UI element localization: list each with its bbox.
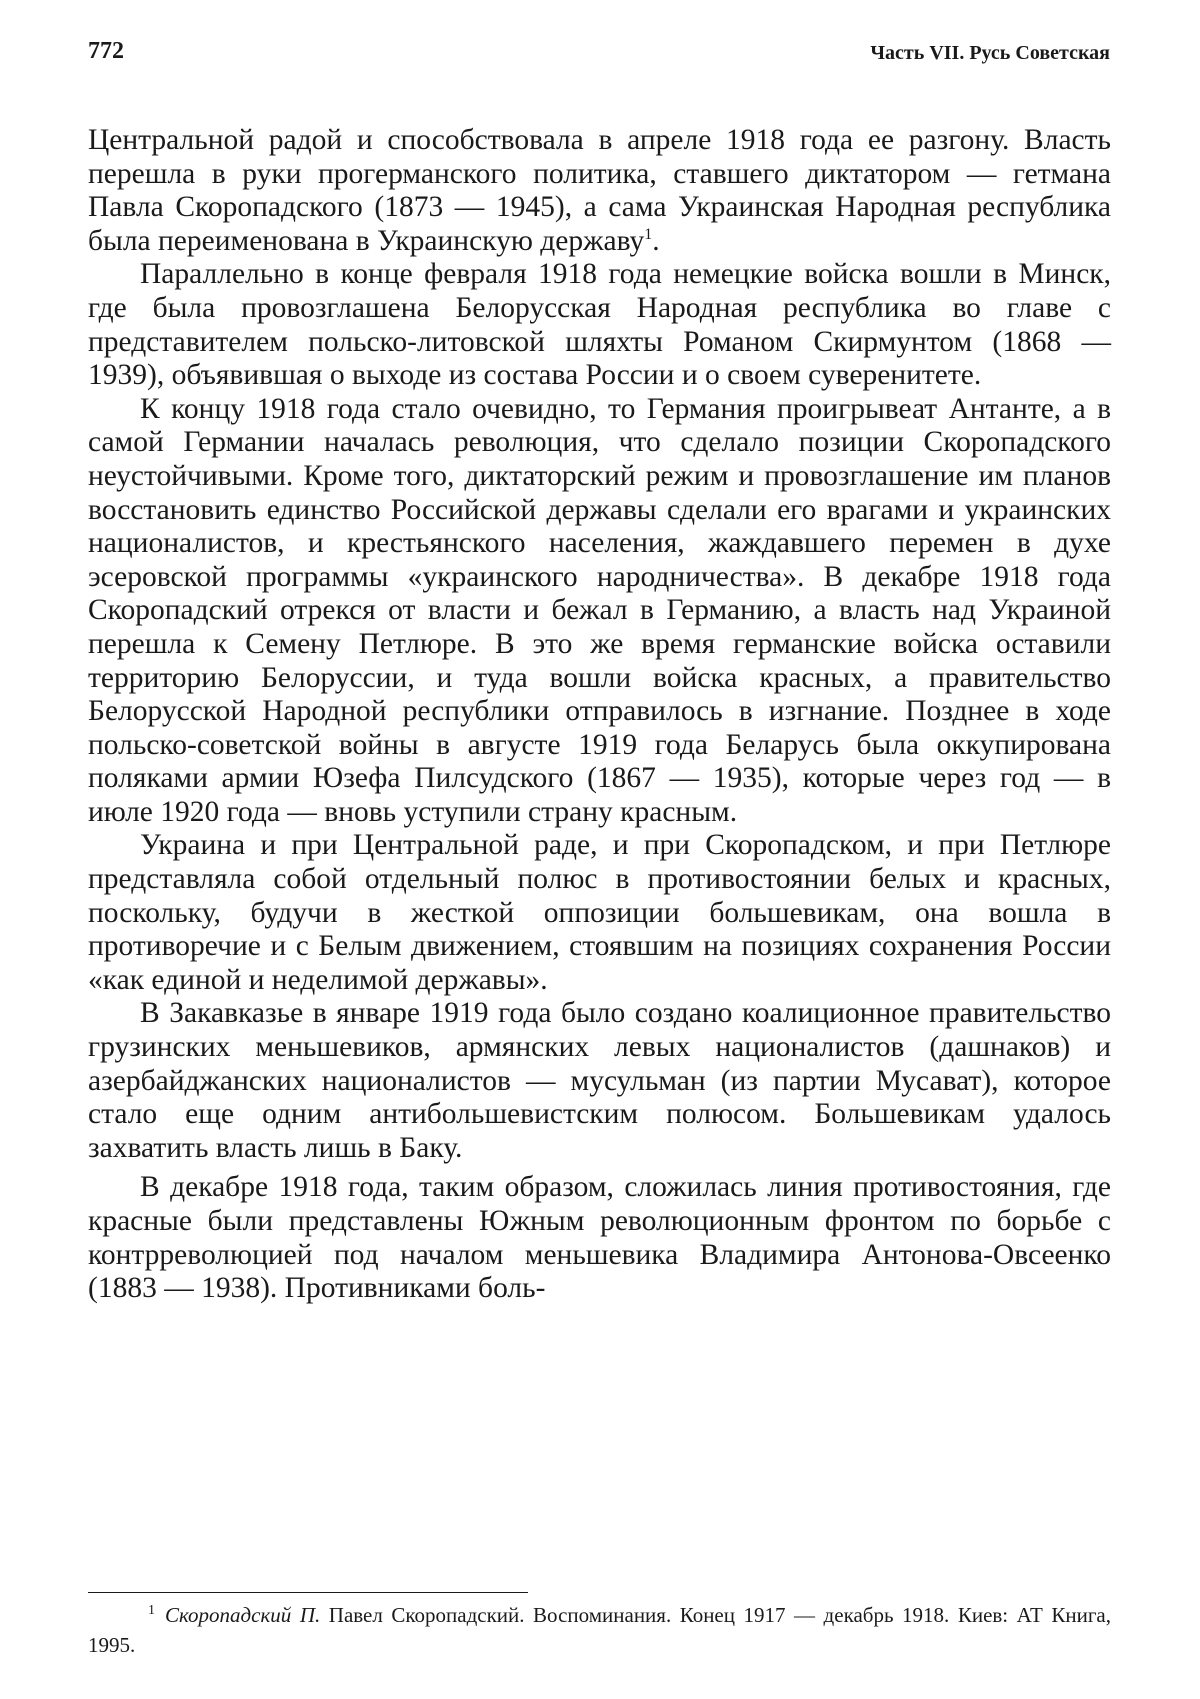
- paragraph: В декабре 1918 года, таким образом, сложилась линия противо­стояния, где красные были представлены Южным революционным фронтом по борьбе с контрреволюцией под началом меньшевика Владимира Антонова-Овсеенко (1883 — 1938). Противниками боль-: [88, 1171, 1111, 1305]
- footnote-reference: 1: [644, 226, 652, 243]
- running-title: Часть VII. Русь Советская: [870, 42, 1110, 65]
- page-number: 772: [88, 38, 124, 65]
- paragraph: К концу 1918 года стало очевидно, то Германия проигрывеат Ан­танте, а в самой Германии началась революция, что сделало позиции Скоропадского неустойчивыми. Кроме того, диктаторский режим и провозглашение им планов восстановить единство Российской державы сделали его врагами и украинских националистов, и кре­стьянского населения, жаждавшего перемен в духе эсеровской про­граммы «украинского народничества». В декабре 1918 года Скоро­падский отрекся от власти и бежал в Германию, а власть над Украи­ной перешла к Семену Петлюре. В это же время германские войска оставили территорию Белоруссии, и туда вошли войска красных, а правительство Белорусской Народной республики отправилось в изгнание. Позднее в ходе польско-советской войны в августе 1919 года Беларусь была оккупирована поляками армии Юзефа Пил­судского (1867 — 1935), которые через год — в июле 1920 года — вновь уступили страну красным.: [88, 393, 1111, 830]
- footnote-divider: [88, 1592, 528, 1593]
- footnote-marker: 1: [148, 1603, 155, 1618]
- paragraph: В Закавказье в январе 1919 года было создано коалиционное пра­вительство грузинских меньшевиков, армянских левых национали­стов (дашнаков) и азербайджанских националистов — мусульман (из партии Мусават), которое стало еще одним антибольшевистским полюсом. Большевикам удалось захватить власть лишь в Баку.: [88, 997, 1111, 1165]
- book-page: [0, 0, 1200, 1699]
- paragraph: Параллельно в конце февраля 1918 года немецкие войска вошли в Минск, где была провозглашена Белорусская Народная республи­ка во главе с представителем польско-литовской шляхты Романом Скирмунтом (1868 — 1939), объявившая о выходе из состава России и о своем суверенитете.: [88, 258, 1111, 392]
- paragraph-text: Центральной радой и способствовала в апреле 1918 года ее разгону. Власть перешла в руки прогерманского политика, ставшего дикта­тором — гетмана Павла Скоропадского (1873 — 1945), а сама Укра­инская Народная республика была переименована в Украинскую державу: [88, 124, 1111, 257]
- body-text: [88, 124, 1111, 1306]
- paragraph: Украина и при Центральной раде, и при Скоропадском, и при Петлюре представляла собой отдельный полюс в противостоянии белых и красных, поскольку, будучи в жесткой оппозиции боль­шевикам, она вошла в противоречие и с Белым движением, стояв­шим на позициях сохранения России «как единой и неделимой державы».: [88, 829, 1111, 997]
- footnote-text: Павел Скоропадский. Воспоминания. Конец 1917 — декабрь 1918. Киев: АТ Книга, 1995.: [88, 1603, 1111, 1657]
- footnote: [88, 1600, 1111, 1660]
- paragraph-tail: .: [652, 225, 659, 257]
- paragraph: [88, 124, 1111, 258]
- footnote-author: Скоропадский П.: [165, 1603, 320, 1627]
